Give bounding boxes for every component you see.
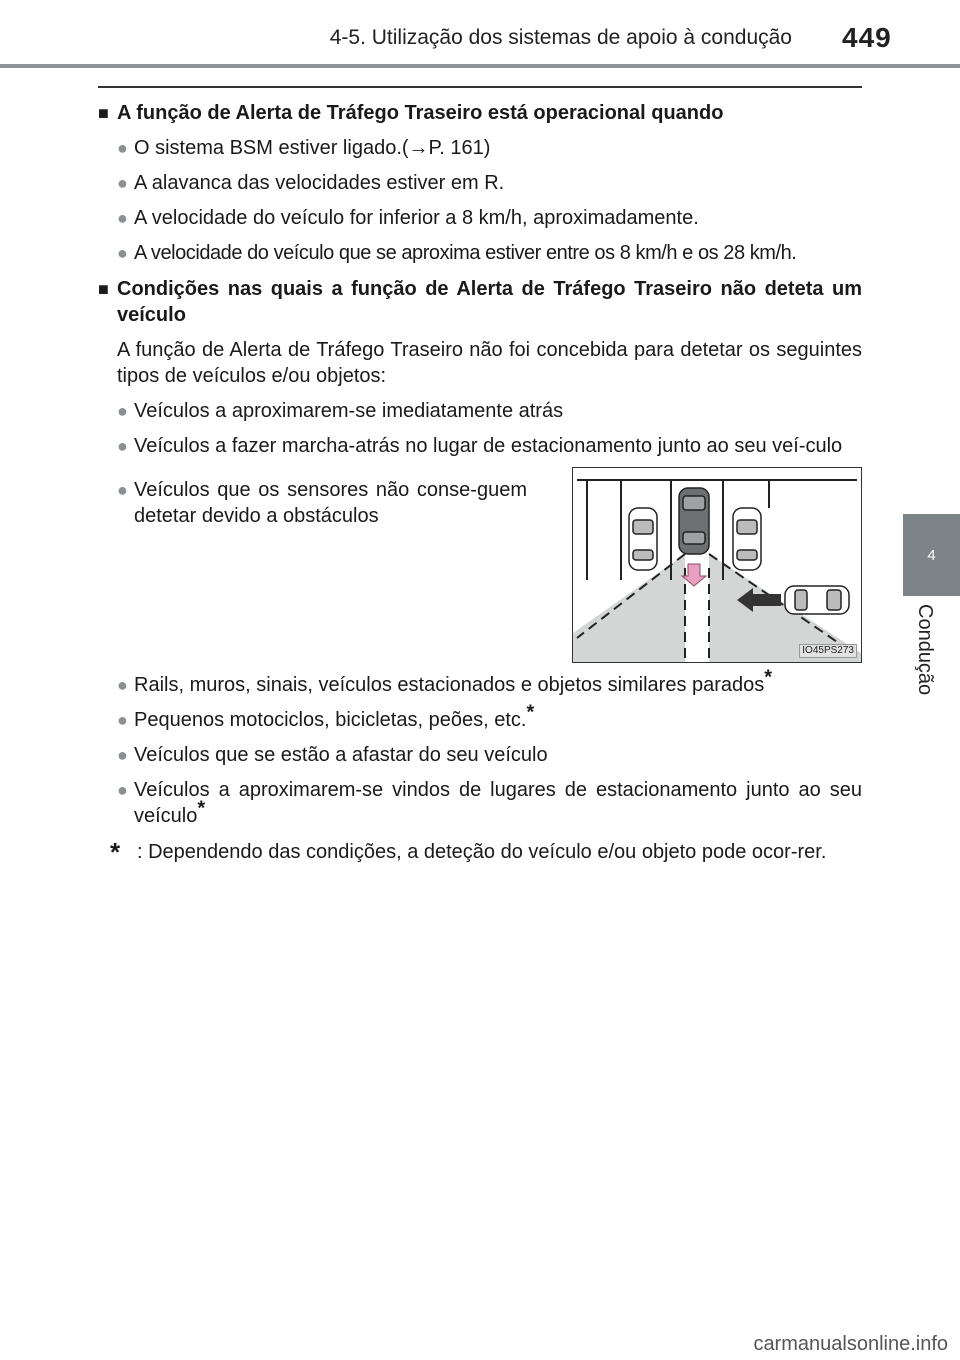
header-rule <box>0 64 960 68</box>
figure-row <box>98 467 862 663</box>
list-item <box>98 742 862 768</box>
heading-text: Condições nas quais a função de Alerta de Tráfego Traseiro não deteta um veículo <box>117 278 862 326</box>
list-item <box>98 433 862 459</box>
page-content <box>98 96 862 868</box>
parked-car-right <box>733 508 761 570</box>
footnote-star: * <box>110 837 121 867</box>
footnote-star: * <box>526 701 535 724</box>
list-item <box>98 240 862 266</box>
footnote-marker <box>110 839 137 868</box>
chapter-number: 4 <box>927 546 936 564</box>
footnote-star: * <box>764 666 773 689</box>
list-item <box>98 170 862 196</box>
parking-diagram <box>572 467 862 663</box>
parked-car-left <box>629 508 657 570</box>
bullet-icon: ● <box>117 710 128 730</box>
chapter-tab <box>903 514 960 596</box>
bullet-icon: ● <box>117 243 128 263</box>
list-item-text: Veículos que os sensores não conse-guem detetar devido a obstáculos <box>134 479 527 527</box>
figure-label: IO45PS273 <box>799 644 857 658</box>
list-item-text <box>134 701 862 733</box>
intro-paragraph: A função de Alerta de Tráfego Traseiro não foi concebida para detetar os seguintes tipos de veículos e/ou objetos: <box>117 339 862 387</box>
bullet-icon: ● <box>117 138 128 158</box>
section-heading <box>98 100 862 126</box>
heading-text: A função de Alerta de Tráfego Traseiro está operacional quando <box>117 102 724 124</box>
list-item-text-body: Rails, muros, sinais, veículos estacionados e objetos similares parados <box>134 674 765 696</box>
list-item-text <box>134 777 862 829</box>
list-item-text-body: Pequenos motociclos, bicicletas, peões, etc. <box>134 709 527 731</box>
header-title: 4-5. Utilização dos sistemas de apoio à condução <box>329 26 792 49</box>
list-item-text-body: Veículos a aproximarem-se vindos de lugares de estacionamento junto ao seu veículo <box>134 779 862 827</box>
list-item <box>98 398 862 424</box>
detection-area-left <box>573 554 685 662</box>
own-vehicle <box>679 488 709 554</box>
bullet-icon: ● <box>117 173 128 193</box>
bullet-icon: ● <box>117 745 128 765</box>
footer-watermark: carmanualsonline.info <box>753 1333 948 1355</box>
list-item-text: A velocidade do veículo que se aproxima estiver entre os 8 km/h e os 28 km/h. <box>134 242 797 264</box>
heading-marker-icon: ■ <box>98 279 109 299</box>
parking-illustration <box>573 468 861 662</box>
list-item-text: O sistema BSM estiver ligado.(→P. 161) <box>134 137 491 159</box>
footnote <box>98 839 862 868</box>
list-item <box>98 205 862 231</box>
section-rule <box>98 86 862 88</box>
approaching-vehicle <box>785 586 849 614</box>
bullet-icon: ● <box>117 480 128 500</box>
chapter-label: Condução <box>914 604 936 696</box>
page-number: 449 <box>842 22 892 53</box>
list-item <box>98 777 862 829</box>
bullet-icon: ● <box>117 675 128 695</box>
list-item <box>98 701 862 733</box>
bullet-icon: ● <box>117 401 128 421</box>
list-item-text: Veículos que se estão a afastar do seu veículo <box>134 744 548 766</box>
list-item-text: Veículos a fazer marcha-atrás no lugar de estacionamento junto ao seu veí-culo <box>134 435 843 457</box>
footnote-star: * <box>197 797 206 820</box>
list-item <box>98 135 862 161</box>
bullet-icon: ● <box>117 780 128 800</box>
list-item <box>98 666 862 698</box>
list-item-text <box>134 666 862 698</box>
section-heading <box>98 276 862 328</box>
heading-marker-icon: ■ <box>98 103 109 123</box>
list-item-text: A velocidade do veículo for inferior a 8 km/h, aproximadamente. <box>134 207 699 229</box>
list-item-text: Veículos a aproximarem-se imediatamente atrás <box>134 400 564 422</box>
list-item-text: A alavanca das velocidades estiver em R. <box>134 172 505 194</box>
footnote-text: : Dependendo das condições, a deteção do veículo e/ou objeto pode ocor-rer. <box>137 841 827 863</box>
bullet-icon: ● <box>117 436 128 456</box>
bullet-icon: ● <box>117 208 128 228</box>
list-item <box>98 477 527 663</box>
